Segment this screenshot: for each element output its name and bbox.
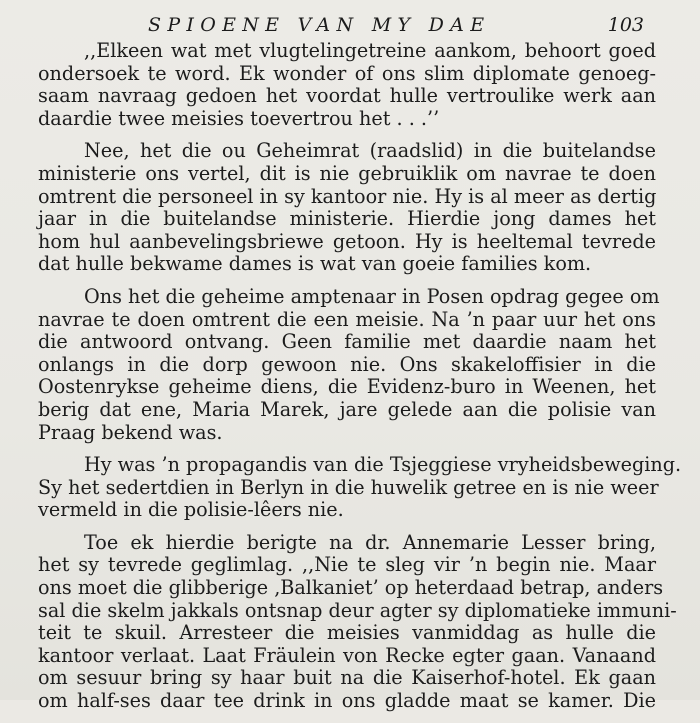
text-line: Nee, het die ou Geheimrat (raadslid) in die buitelandse — [84, 139, 656, 163]
text-line: teit te skuil. Arresteer die meisies vanmiddag as hulle die — [38, 621, 656, 645]
text-line: het sy tevrede geglimlag. ,,Nie te sleg vir ’n begin nie. Maar — [38, 553, 656, 577]
text-line: onlangs in die dorp gewoon nie. Ons skakeloffisier in die — [38, 352, 656, 376]
text-line: sal die skelm jakkals ontsnap deur agter sy diplomatieke immuni- — [38, 598, 677, 622]
paragraph — [38, 284, 660, 444]
paragraph — [38, 40, 656, 130]
text-line: Ons het die geheime amptenaar in Posen opdrag gegee om — [84, 284, 660, 308]
text-line: om half-ses daar tee drink in ons gladde maat se kamer. Die — [38, 689, 656, 713]
text-line: Hy was ’n propagandis van die Tsjeggiese vryheidsbeweging. — [84, 453, 682, 477]
text-line: ,,Elkeen wat met vlugtelingetreine aankom, behoort goed — [84, 39, 656, 62]
body-text — [38, 39, 682, 723]
paragraph — [38, 530, 677, 713]
text-line: ministerie ons vertel, dit is nie gebruiklik om navrae te doen — [38, 161, 656, 185]
text-line: Toe ek hierdie berigte na dr. Annemarie Lesser bring, — [84, 530, 656, 554]
text-line: hom hul aanbevelingsbriewe getoon. Hy is heeltemal tevrede — [38, 229, 656, 253]
text-line: berig dat ene, Maria Marek, jare gelede aan die polisie van — [38, 397, 656, 421]
text-line: Praag bekend was. — [38, 420, 223, 444]
text-line: Oostenrykse geheime diens, die Evidenz-buro in Weenen, het — [38, 375, 656, 399]
text-line: navrae te doen omtrent die een meisie. Na ’n paar uur het ons — [38, 307, 656, 331]
text-line: ons moet die glibberige ‚Balkaniet’ op heterdaad betrap, anders — [38, 576, 664, 600]
text-line: dat hulle bekwame dames is wat van goeie families kom. — [38, 252, 592, 276]
text-line: kantoor verlaat. Laat Fräulein von Recke egter gaan. Vanaand — [38, 643, 656, 667]
text-line: Sy het sedertdien in Berlyn in die huwelik getree en is nie weer — [38, 475, 659, 499]
page-number: 103 — [607, 14, 644, 36]
text-line: ondersoek te word. Ek wonder of ons slim diplomate genoeg- — [38, 61, 656, 85]
text-line: saam navraag gedoen het voordat hulle vertroulike werk aan — [38, 84, 656, 108]
text-line: omtrent die personeel in sy kantoor nie. Hy is al meer as dertig — [38, 184, 657, 208]
paragraph — [38, 140, 656, 276]
text-line: daardie twee meisies toevertrou het . . .’’ — [38, 106, 440, 130]
text-line: jaar in die buitelandse ministerie. Hierdie jong dames het — [38, 207, 656, 231]
page-header — [148, 10, 644, 40]
text-line: die antwoord ontvang. Geen familie met daardie naam het — [38, 330, 656, 354]
running-title: SPIOENE VAN MY DAE — [148, 14, 491, 36]
paragraph — [38, 453, 682, 522]
text-line: om sesuur bring sy haar buit na die Kaiserhof-hotel. Ek gaan — [38, 666, 656, 690]
text-line: vermeld in die polisie-lêers nie. — [38, 498, 344, 522]
